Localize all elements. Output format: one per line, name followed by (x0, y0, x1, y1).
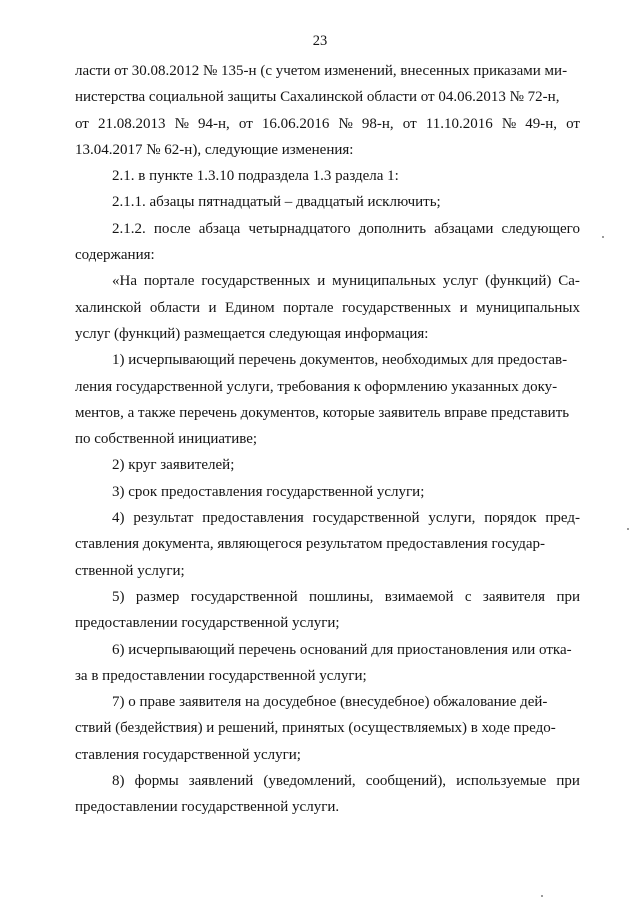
text-line (75, 374, 580, 400)
text-line (75, 216, 580, 242)
text-run: взимаемой (384, 588, 454, 605)
text-run: халинской (75, 299, 142, 316)
scan-speck (627, 528, 629, 530)
text-line (75, 347, 580, 373)
text-run: ставления документа, являющегося результатом предоставления государ- (75, 536, 546, 553)
text-run: услуг (функций) размещается следующая информация: (75, 325, 429, 342)
text-line (75, 610, 580, 636)
text-run: Едином (225, 299, 275, 316)
scan-speck (602, 236, 604, 238)
text-run: при (556, 588, 580, 605)
text-run: 2) круг заявителей; (112, 457, 235, 474)
text-run: государственной (312, 510, 420, 527)
text-run: 3) срок предоставления государственной услуги; (112, 483, 425, 500)
text-run: портале (143, 273, 195, 290)
text-run: ления государственной услуги, требования к оформлению указанных доку- (75, 378, 558, 395)
text-run: порядок (484, 510, 537, 527)
text-run: муниципальных (332, 273, 436, 290)
text-line (75, 242, 580, 268)
text-run: 7) о праве заявителя на досудебное (внесудебное) обжалование дей- (112, 694, 548, 711)
text-run: ласти от 30.08.2012 № 135-н (с учетом изменений, внесенных приказами ми- (75, 63, 568, 79)
text-run: 21.08.2013 (97, 115, 166, 132)
text-run: № (338, 115, 353, 132)
text-line (75, 715, 580, 741)
text-run: 16.06.2016 (261, 115, 330, 132)
text-run: за в предоставлении государственной услуги; (75, 667, 367, 684)
text-line (75, 400, 580, 426)
paragraph (75, 637, 580, 690)
paragraph (75, 268, 580, 347)
text-run: после (153, 220, 191, 237)
text-run: от (238, 115, 253, 132)
text-run: по собственной инициативе; (75, 431, 258, 448)
text-run: 4) (112, 510, 125, 527)
paragraph (75, 216, 580, 269)
text-run: пошлины, (308, 588, 374, 605)
text-run: заявлений (188, 773, 254, 790)
paragraph (75, 189, 580, 215)
text-run: сообщений), (365, 773, 447, 790)
text-line (75, 426, 580, 452)
text-line (75, 768, 580, 794)
text-run: предоставления (202, 510, 304, 527)
text-run: ментов, а также перечень документов, которые заявитель вправе представить (75, 404, 570, 421)
paragraph (75, 584, 580, 637)
text-run: при (556, 773, 580, 790)
text-line (75, 584, 580, 610)
text-run: (уведомлений, (263, 773, 356, 790)
text-run: услуги, (428, 510, 476, 527)
paragraph (75, 689, 580, 768)
text-run: абзацами (434, 220, 494, 237)
page-number: 23 (312, 33, 328, 49)
text-run: 2.1. в пункте 1.3.10 подраздела 1.3 раздела 1: (112, 168, 399, 185)
text-run: 94-н, (198, 115, 230, 132)
text-run: заявителя (482, 588, 546, 605)
text-run: Са- (558, 273, 580, 290)
text-run: ствий (бездействия) и решений, принятых (осуществляемых) в ходе предо- (75, 720, 556, 737)
text-line (75, 452, 580, 478)
text-line (75, 742, 580, 768)
text-line (75, 663, 580, 689)
text-run: 11.10.2016 (425, 115, 493, 132)
text-run: 98-н, (361, 115, 394, 132)
text-run: от (402, 115, 417, 132)
text-run: следующего (501, 220, 580, 237)
text-line (75, 794, 580, 820)
text-run: и (459, 299, 468, 316)
text-line (75, 137, 580, 163)
text-line (75, 321, 580, 347)
text-run: 13.04.2017 № 62-н), следующие изменения: (75, 141, 354, 158)
scan-speck (541, 895, 543, 897)
paragraph (75, 768, 580, 821)
paragraph (75, 505, 580, 584)
text-run: услуг (442, 273, 479, 290)
text-run: 5) (112, 588, 125, 605)
text-run: предоставлении государственной услуги. (75, 799, 340, 816)
text-run: государственных (201, 273, 311, 290)
text-run: ставления государственной услуги; (75, 746, 301, 763)
text-run: 6) исчерпывающий перечень оснований для приостановления или отка- (112, 641, 572, 658)
text-run: 2.1.2. (112, 220, 146, 237)
text-line (75, 163, 580, 189)
text-run: № (501, 115, 517, 132)
text-run: размер (135, 588, 180, 605)
text-run: муниципальных (476, 299, 580, 316)
text-run: результат (133, 510, 194, 527)
text-run: и (317, 273, 326, 290)
paragraph (75, 58, 580, 163)
text-run: абзаца (198, 220, 241, 237)
document-body (75, 58, 580, 821)
text-run: и (208, 299, 217, 316)
text-run: (функций) (485, 273, 552, 290)
text-run: с (464, 588, 472, 605)
text-run: 49-н, (525, 115, 558, 132)
text-line (75, 268, 580, 294)
text-run: области (149, 299, 200, 316)
text-line (75, 505, 580, 531)
text-run: государственной (190, 588, 298, 605)
text-run: содержания: (75, 247, 155, 264)
text-line (75, 637, 580, 663)
text-line (75, 111, 580, 137)
text-run: государственных (342, 299, 452, 316)
text-run: 8) (112, 773, 125, 790)
text-line (75, 295, 580, 321)
text-run: от (75, 115, 89, 132)
text-line (75, 58, 580, 84)
text-run: «На (112, 273, 137, 290)
text-run: предоставлении государственной услуги; (75, 615, 340, 632)
text-run: № (174, 115, 189, 132)
text-run: 1) исчерпывающий перечень документов, необходимых для предостав- (112, 352, 568, 369)
paragraph (75, 347, 580, 452)
text-run: четырнадцатого (248, 220, 351, 237)
text-line (75, 84, 580, 110)
text-run: формы (134, 773, 179, 790)
text-run: нистерства социальной защиты Сахалинской области от 04.06.2013 № 72-н, (75, 89, 560, 106)
paragraph (75, 452, 580, 478)
text-run: дополнить (358, 220, 427, 237)
text-run: от (566, 115, 580, 132)
text-run: портале (283, 299, 334, 316)
paragraph (75, 163, 580, 189)
paragraph (75, 479, 580, 505)
text-run: используемые (456, 773, 547, 790)
text-run: 2.1.1. абзацы пятнадцатый – двадцатый исключить; (112, 194, 441, 211)
text-line (75, 689, 580, 715)
text-line (75, 189, 580, 215)
text-run: ственной услуги; (75, 562, 185, 579)
text-line (75, 558, 580, 584)
text-run: пред- (545, 510, 580, 527)
text-line (75, 531, 580, 557)
text-line (75, 479, 580, 505)
